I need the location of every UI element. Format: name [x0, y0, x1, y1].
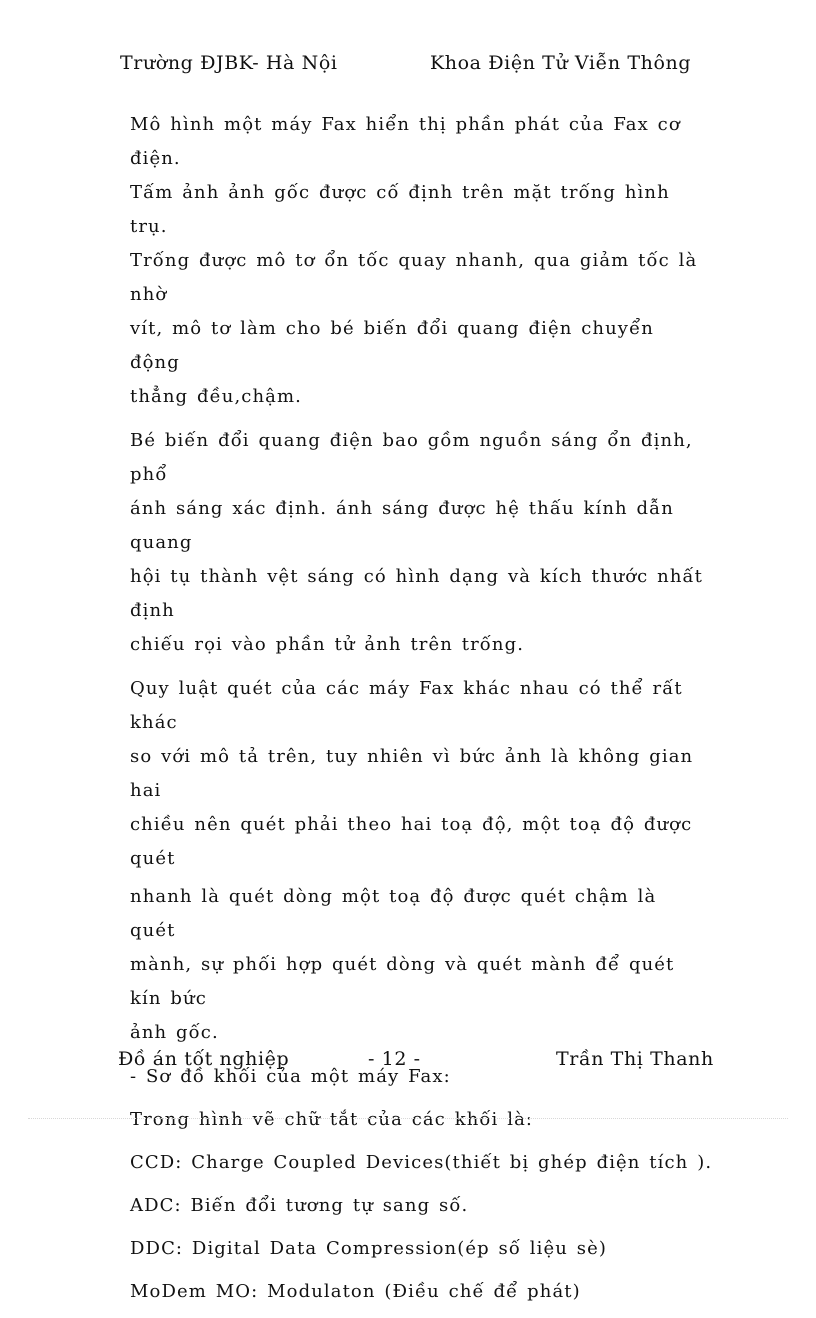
bottom-divider: [28, 1118, 788, 1119]
block-diagram-heading: - Sơ đồ khối của một máy Fax:: [130, 1066, 451, 1087]
abbreviation-ccd: CCD: Charge Coupled Devices(thiết bị ghép điện tích ).: [130, 1152, 713, 1173]
abbreviations-intro: Trong hình vẽ chữ tắt của các khối là:: [130, 1109, 534, 1130]
paragraph-scan-rules: Quy luật quét của các máy Fax khác nhau có thể rất khác so với mô tả trên, tuy nhiên vì bức ảnh là không gian hai chiều nên quét phải theo hai toạ độ, một toạ độ được quét: [130, 678, 694, 869]
footer-thesis-label: Đồ án tốt nghiệp: [118, 1048, 290, 1070]
page-number: - 12 -: [368, 1048, 421, 1070]
abbreviation-modem: MoDem MO: Modulaton (Điều chế để phát): [130, 1281, 581, 1302]
document-body: [130, 108, 713, 1318]
header-faculty: Khoa Điện Tử Viễn Thông: [430, 52, 692, 74]
paragraph-fax-transmitter: Mô hình một máy Fax hiển thị phần phát của Fax cơ điện. Tấm ảnh ảnh gốc được cố định trên mặt trống hình trụ. Trống được mô tơ ổn tốc quay nhanh, qua giảm tốc là nhờ vít, mô tơ làm cho bé biến đổi quang điện chuyển động thẳng đều,chậm.: [130, 114, 698, 407]
abbreviation-adc: ADC: Biến đổi tương tự sang số.: [130, 1195, 469, 1216]
header-school: Trường ĐJBK- Hà Nội: [120, 52, 338, 74]
footer-author: Trần Thị Thanh: [556, 1048, 714, 1070]
paragraph-photoelectric-converter: Bé biến đổi quang điện bao gồm nguồn sáng ổn định, phổ ánh sáng xác định. ánh sáng được hệ thấu kính dẫn quang hội tụ thành vệt sáng có hình dạng và kích thước nhất định chiếu rọi vào phần tử ảnh trên trống.: [130, 430, 703, 655]
abbreviation-ddc: DDC: Digital Data Compression(ép số liệu sè): [130, 1238, 607, 1259]
paragraph-scan-rules-cont: nhanh là quét dòng một toạ độ được quét chậm là quét mành, sự phối hợp quét dòng và quét mành để quét kín bức ảnh gốc.: [130, 886, 675, 1043]
